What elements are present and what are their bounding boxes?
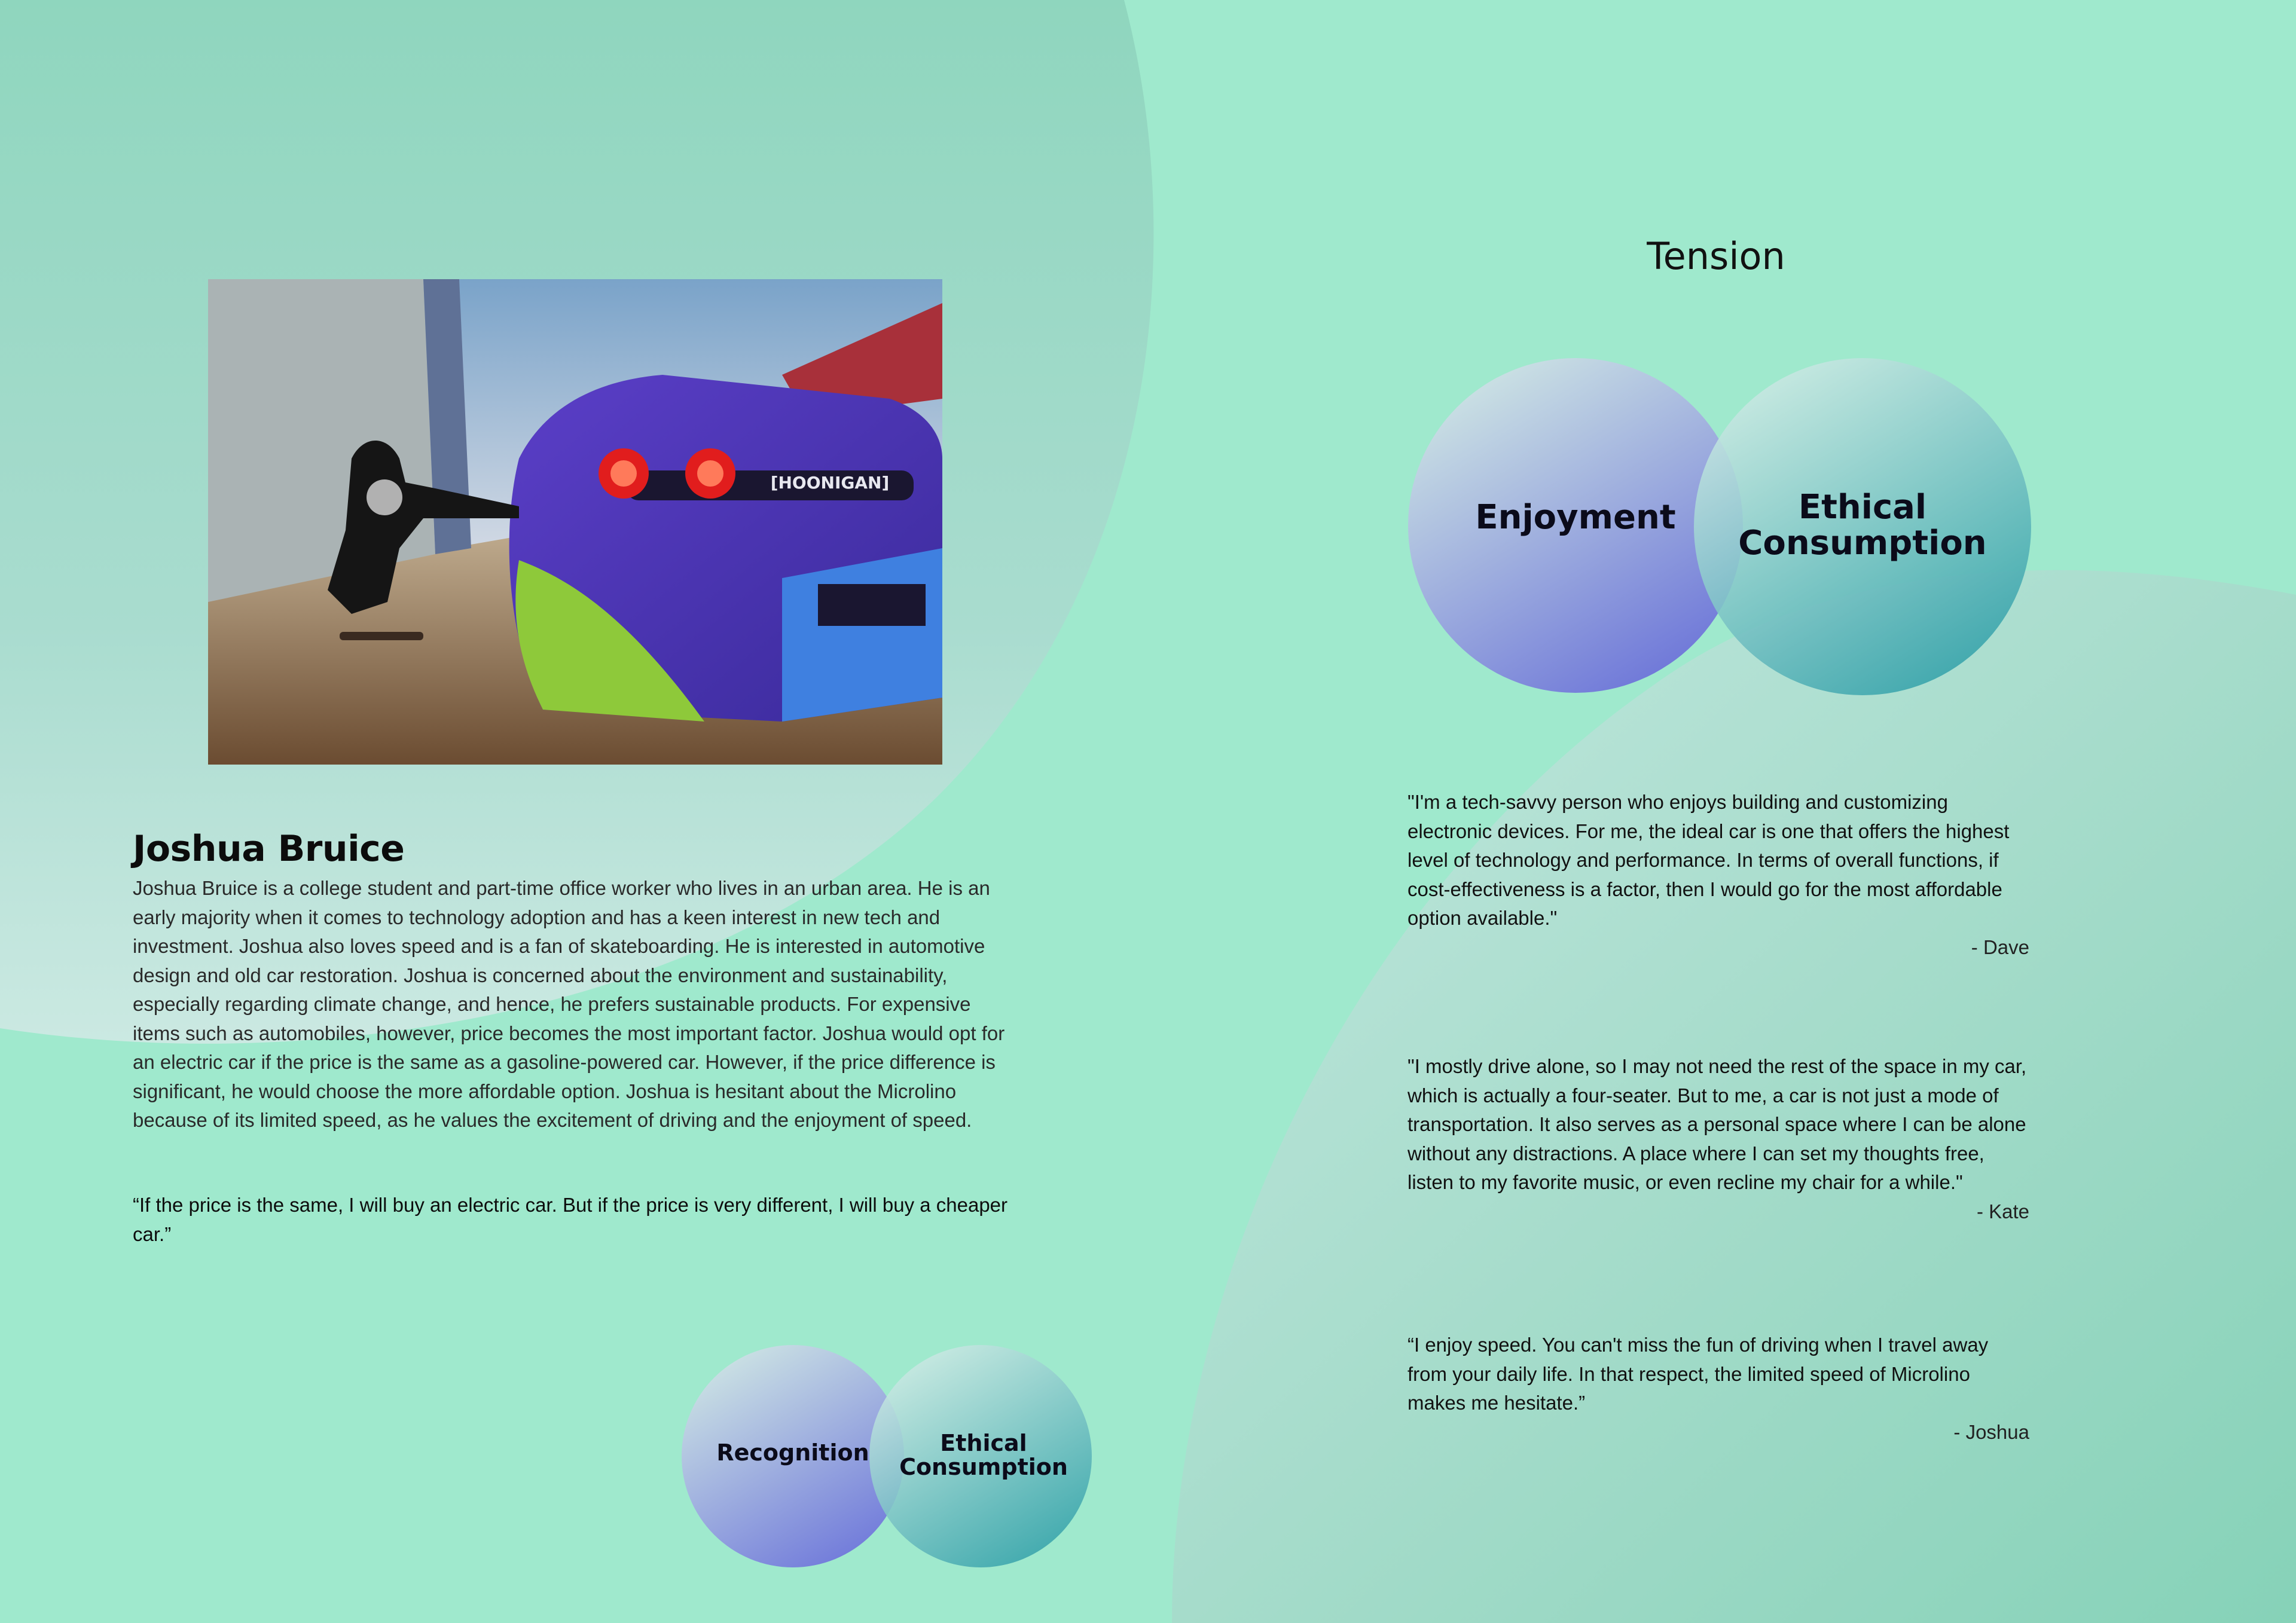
persona-bio: Joshua Bruice is a college student and part-time office worker who lives in an urban area. He is an early majority when it comes to technology adoption and has a keen interest in new tech and investment. Joshua also loves speed and is a fan of skateboarding. He is interested in automotive design and old car restoration. Joshua is concerned about the environment and sustainability, especially regarding climate change, and hence, he prefers sustainable products. For expensive items such as automobiles, however, price becomes the most important factor. Joshua would opt for an electric car if the price is the same as a gasoline-powered car. However, if the price difference is significant, he would choose the more affordable option. Joshua is hesitant about the Microlino because of its limited speed, as he values the excitement of driving and the enjoyment of speed.: [133, 877, 1005, 1131]
license-plate-text: [HOONIGAN]: [770, 473, 890, 493]
persona-photo: [208, 279, 942, 765]
enjoyment-label: Enjoyment: [1475, 498, 1676, 537]
quote-author: - Dave: [1971, 936, 2029, 958]
persona-quote: “If the price is the same, I will buy an electric car. But if the price is very different, I will buy a cheaper car.”: [133, 1194, 1008, 1245]
small-ethical-consumption-label: [897, 1431, 1070, 1479]
recognition-label: Recognition: [716, 1439, 869, 1466]
tension-ethical-consumption-label: [1731, 490, 1994, 561]
quote-text: "I'm a tech-savvy person who enjoys building and customizing electronic devices. For me, the ideal car is one that offers the highest level of technology and performance. In terms of overall functions, if cost-effectiveness is a factor, then I would go for the most affordable option available.": [1407, 791, 2010, 929]
tension-venn-diagram: [1408, 357, 2036, 696]
tension-title: Tension: [1647, 234, 1785, 278]
quote-author: - Kate: [1976, 1200, 2029, 1222]
small-ethical-label-line2: Consumption: [899, 1454, 1068, 1480]
small-venn-diagram: [682, 1344, 1094, 1569]
persona-name: Joshua Bruice: [133, 828, 405, 870]
quote-text: "I mostly drive alone, so I may not need the rest of the space in my car, which is actually a four-seater. But to me, a car is not just a mode of transportation. It also serves as a personal space where I can be alone without any distractions. A place where I can set my thoughts free, listen to my favorite music, or even recline my chair for a while.": [1407, 1055, 2027, 1193]
tension-ethical-label-line2: Consumption: [1738, 524, 1987, 563]
tension-ethical-label-line1: Ethical: [1798, 488, 1927, 527]
small-ethical-label-line1: Ethical: [940, 1430, 1027, 1456]
quote-text: “I enjoy speed. You can't miss the fun of driving when I travel away from your daily life. In that respect, the limited speed of Microlino makes me hesitate.”: [1407, 1334, 1989, 1414]
quote-author: - Joshua: [1953, 1420, 2029, 1443]
quote-joshua: [1407, 1331, 2029, 1447]
quote-dave: [1407, 788, 2029, 962]
quote-kate: [1407, 1052, 2029, 1226]
